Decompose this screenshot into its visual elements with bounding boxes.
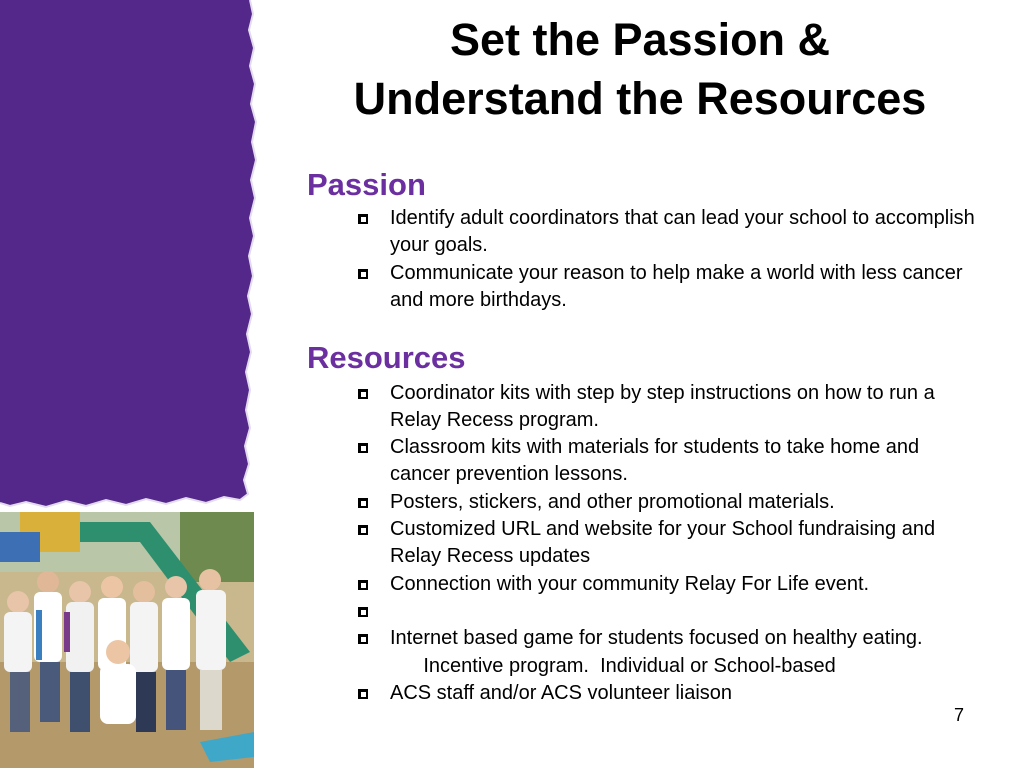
playground-tube [0,532,40,562]
torn-paper-shape [0,0,256,507]
torn-paper-panel [0,0,262,512]
child-body [196,590,226,670]
bullet-square-icon [358,580,368,590]
child-body [4,612,32,672]
child-body [100,664,136,724]
bullet-square-icon [358,498,368,508]
child-head [101,576,123,598]
slide-title-line-2: Understand the Resources [353,73,927,124]
bullet-item [390,571,980,598]
bullet-text: Classroom kits with materials for students to take home and cancer prevention lessons. [390,436,920,486]
bullet-item [390,489,980,516]
bullet-item [390,434,980,489]
child-head [7,591,29,613]
child-head [133,581,155,603]
child-legs [10,672,30,732]
bullet-item [390,516,980,571]
child-head [199,569,221,591]
child-head [165,576,187,598]
bullet-item [390,380,980,435]
child-backpack [64,612,70,652]
bullet-text: Coordinator kits with step by step instructions on how to run a Relay Recess program. [390,382,935,432]
bullet-item [390,205,980,260]
bullet-square-icon [358,269,368,279]
bullet-square-icon [358,525,368,535]
child-body [130,602,158,672]
child-legs [70,672,90,732]
child-legs [40,662,60,722]
children-playground-photo [0,512,254,768]
bullet-text: Posters, stickers, and other promotional materials. [390,491,835,513]
bullet-square-icon [358,689,368,699]
child-head [69,581,91,603]
bullet-square-icon [358,634,368,644]
slide-title-line-1: Set the Passion & [449,14,831,65]
bullet-text: Internet based game for students focused on healthy eating. [390,627,923,649]
child-legs [166,670,186,730]
page-number: 7 [953,705,964,725]
bullet-item [390,680,980,707]
child-legs [136,672,156,732]
bullet-square-icon [358,443,368,453]
bullet-text: Identify adult coordinators that can lead your school to accomplish your goals. [390,207,975,257]
bullet-text: Customized URL and website for your School fundraising and Relay Recess updates [390,518,936,568]
child-body [66,602,94,672]
bullet-text: Communicate your reason to help make a world with less cancer and more birthdays. [390,262,963,312]
bullet-item [390,625,980,652]
child-head [37,571,59,593]
bullet-item [390,260,980,315]
child-body [162,598,190,670]
passion-heading: Passion [307,167,426,202]
resources-heading: Resources [307,340,466,375]
bullet-square-icon [358,389,368,399]
child-backpack [36,610,42,660]
child-legs [200,670,222,730]
bullet-text: Incentive program. Individual or School-based [423,654,836,677]
slide-title [268,10,1012,128]
photo-trees [180,512,254,582]
bullet-text: Connection with your community Relay For Life event. [390,573,870,595]
child-head [106,640,130,664]
bullet-text: ACS staff and/or ACS volunteer liaison [390,682,733,704]
bullet-square-icon [358,214,368,224]
bullet-square-icon [358,607,368,617]
